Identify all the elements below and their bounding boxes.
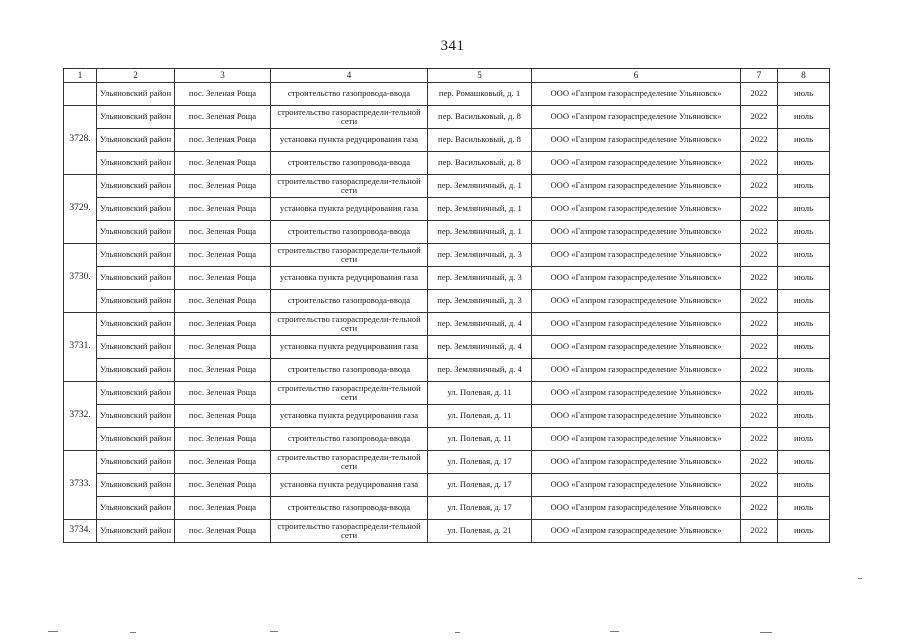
cell-month: июль xyxy=(778,83,830,106)
cell-month: июль xyxy=(778,290,830,313)
cell-organization: ООО «Газпром газораспределение Ульяновск» xyxy=(532,336,741,359)
header-row xyxy=(64,69,830,83)
cell-year: 2022 xyxy=(741,520,778,543)
cell-settlement: пос. Зеленая Роща xyxy=(175,221,271,244)
cell-settlement: пос. Зеленая Роща xyxy=(175,83,271,106)
cell-address: ул. Полевая, д. 11 xyxy=(428,382,532,405)
cell-month: июль xyxy=(778,175,830,198)
cell-district: Ульяновский район xyxy=(97,451,175,474)
column-header: 4 xyxy=(271,69,428,83)
cell-month: июль xyxy=(778,428,830,451)
cell-work: установка пункта редуцирования газа xyxy=(271,474,428,497)
cell-settlement: пос. Зеленая Роща xyxy=(175,244,271,267)
cell-month: июль xyxy=(778,198,830,221)
cell-address: пер. Земляничный, д. 4 xyxy=(428,359,532,382)
cell-district: Ульяновский район xyxy=(97,290,175,313)
cell-organization: ООО «Газпром газораспределение Ульяновск» xyxy=(532,359,741,382)
cell-year: 2022 xyxy=(741,497,778,520)
cell-month: июль xyxy=(778,106,830,129)
cell-settlement: пос. Зеленая Роща xyxy=(175,359,271,382)
cell-work: установка пункта редуцирования газа xyxy=(271,198,428,221)
cell-district: Ульяновский район xyxy=(97,497,175,520)
cell-district: Ульяновский район xyxy=(97,267,175,290)
table-row xyxy=(64,175,830,198)
cell-organization: ООО «Газпром газораспределение Ульяновск» xyxy=(532,83,741,106)
cell-item-number: 3728. xyxy=(64,106,97,175)
cell-address: пер. Земляничный, д. 4 xyxy=(428,313,532,336)
table-row xyxy=(64,83,830,106)
cell-address: пер. Земляничный, д. 3 xyxy=(428,267,532,290)
cell-district: Ульяновский район xyxy=(97,129,175,152)
cell-organization: ООО «Газпром газораспределение Ульяновск» xyxy=(532,290,741,313)
cell-month: июль xyxy=(778,221,830,244)
cell-address: пер. Ромашковый, д. 1 xyxy=(428,83,532,106)
cell-organization: ООО «Газпром газораспределение Ульяновск» xyxy=(532,152,741,175)
table-row xyxy=(64,267,830,290)
cell-district: Ульяновский район xyxy=(97,198,175,221)
cell-organization: ООО «Газпром газораспределение Ульяновск» xyxy=(532,520,741,543)
column-header: 8 xyxy=(778,69,830,83)
table-row xyxy=(64,428,830,451)
column-header: 1 xyxy=(64,69,97,83)
column-header: 5 xyxy=(428,69,532,83)
cell-settlement: пос. Зеленая Роща xyxy=(175,520,271,543)
cell-district: Ульяновский район xyxy=(97,152,175,175)
cell-work: строительство газопровода-ввода xyxy=(271,497,428,520)
cell-organization: ООО «Газпром газораспределение Ульяновск» xyxy=(532,313,741,336)
page-number: 341 xyxy=(440,38,465,54)
cell-district: Ульяновский район xyxy=(97,428,175,451)
cell-settlement: пос. Зеленая Роща xyxy=(175,474,271,497)
cell-organization: ООО «Газпром газораспределение Ульяновск» xyxy=(532,405,741,428)
cell-address: пер. Земляничный, д. 3 xyxy=(428,290,532,313)
cell-address: ул. Полевая, д. 17 xyxy=(428,474,532,497)
cell-district: Ульяновский район xyxy=(97,106,175,129)
cell-organization: ООО «Газпром газораспределение Ульяновск» xyxy=(532,267,741,290)
cell-organization: ООО «Газпром газораспределение Ульяновск» xyxy=(532,428,741,451)
cell-work: строительство газораспредели-тельной сети xyxy=(271,451,428,474)
table-row xyxy=(64,497,830,520)
cell-district: Ульяновский район xyxy=(97,83,175,106)
cell-work: строительство газораспредели-тельной сети xyxy=(271,313,428,336)
cell-district: Ульяновский район xyxy=(97,175,175,198)
table-row xyxy=(64,221,830,244)
table-row xyxy=(64,405,830,428)
table-row xyxy=(64,129,830,152)
cell-month: июль xyxy=(778,474,830,497)
cell-year: 2022 xyxy=(741,198,778,221)
cell-settlement: пос. Зеленая Роща xyxy=(175,198,271,221)
cell-work: строительство газораспредели-тельной сети xyxy=(271,106,428,129)
cell-settlement: пос. Зеленая Роща xyxy=(175,129,271,152)
table-row xyxy=(64,382,830,405)
cell-item-number: 3729. xyxy=(64,175,97,244)
cell-work: строительство газораспредели-тельной сети xyxy=(271,520,428,543)
cell-district: Ульяновский район xyxy=(97,474,175,497)
table-row xyxy=(64,451,830,474)
column-header: 2 xyxy=(97,69,175,83)
cell-month: июль xyxy=(778,267,830,290)
cell-settlement: пос. Зеленая Роща xyxy=(175,336,271,359)
cell-settlement: пос. Зеленая Роща xyxy=(175,382,271,405)
cell-address: ул. Полевая, д. 11 xyxy=(428,428,532,451)
cell-month: июль xyxy=(778,382,830,405)
table-row xyxy=(64,336,830,359)
cell-month: июль xyxy=(778,313,830,336)
cell-work: строительство газопровода-ввода xyxy=(271,359,428,382)
cell-work: строительство газопровода-ввода xyxy=(271,428,428,451)
table-row xyxy=(64,106,830,129)
scan-speck xyxy=(610,631,619,632)
cell-address: пер. Земляничный, д. 1 xyxy=(428,175,532,198)
cell-organization: ООО «Газпром газораспределение Ульяновск» xyxy=(532,382,741,405)
cell-month: июль xyxy=(778,451,830,474)
cell-address: ул. Полевая, д. 17 xyxy=(428,497,532,520)
cell-work: установка пункта редуцирования газа xyxy=(271,267,428,290)
cell-year: 2022 xyxy=(741,405,778,428)
cell-work: строительство газопровода-ввода xyxy=(271,152,428,175)
cell-work: установка пункта редуцирования газа xyxy=(271,336,428,359)
table-body xyxy=(64,69,830,543)
cell-address: пер. Васильковый, д. 8 xyxy=(428,152,532,175)
cell-district: Ульяновский район xyxy=(97,336,175,359)
cell-organization: ООО «Газпром газораспределение Ульяновск» xyxy=(532,244,741,267)
cell-year: 2022 xyxy=(741,313,778,336)
cell-work: строительство газораспредели-тельной сети xyxy=(271,175,428,198)
cell-organization: ООО «Газпром газораспределение Ульяновск» xyxy=(532,129,741,152)
cell-year: 2022 xyxy=(741,290,778,313)
cell-year: 2022 xyxy=(741,129,778,152)
scan-speck xyxy=(760,632,772,633)
cell-item-number: 3730. xyxy=(64,244,97,313)
cell-settlement: пос. Зеленая Роща xyxy=(175,290,271,313)
table-row xyxy=(64,359,830,382)
cell-year: 2022 xyxy=(741,359,778,382)
cell-month: июль xyxy=(778,129,830,152)
cell-settlement: пос. Зеленая Роща xyxy=(175,267,271,290)
cell-work: установка пункта редуцирования газа xyxy=(271,129,428,152)
table-row xyxy=(64,313,830,336)
scan-speck xyxy=(130,632,136,633)
cell-district: Ульяновский район xyxy=(97,359,175,382)
column-header: 3 xyxy=(175,69,271,83)
cell-organization: ООО «Газпром газораспределение Ульяновск» xyxy=(532,451,741,474)
cell-work: строительство газораспредели-тельной сети xyxy=(271,382,428,405)
cell-item-number xyxy=(64,83,97,106)
cell-item-number: 3731. xyxy=(64,313,97,382)
cell-month: июль xyxy=(778,405,830,428)
cell-year: 2022 xyxy=(741,474,778,497)
cell-address: пер. Земляничный, д. 1 xyxy=(428,198,532,221)
cell-year: 2022 xyxy=(741,267,778,290)
cell-work: строительство газопровода-ввода xyxy=(271,290,428,313)
table-row xyxy=(64,152,830,175)
cell-month: июль xyxy=(778,152,830,175)
cell-year: 2022 xyxy=(741,382,778,405)
cell-district: Ульяновский район xyxy=(97,382,175,405)
cell-settlement: пос. Зеленая Роща xyxy=(175,405,271,428)
cell-settlement: пос. Зеленая Роща xyxy=(175,175,271,198)
cell-organization: ООО «Газпром газораспределение Ульяновск» xyxy=(532,497,741,520)
cell-settlement: пос. Зеленая Роща xyxy=(175,428,271,451)
cell-year: 2022 xyxy=(741,175,778,198)
cell-month: июль xyxy=(778,336,830,359)
scan-speck xyxy=(270,631,278,632)
cell-address: пер. Земляничный, д. 1 xyxy=(428,221,532,244)
scan-speck xyxy=(48,631,58,632)
cell-organization: ООО «Газпром газораспределение Ульяновск» xyxy=(532,474,741,497)
cell-work: установка пункта редуцирования газа xyxy=(271,405,428,428)
cell-work: строительство газопровода-ввода xyxy=(271,83,428,106)
cell-address: пер. Земляничный, д. 3 xyxy=(428,244,532,267)
cell-year: 2022 xyxy=(741,83,778,106)
cell-month: июль xyxy=(778,497,830,520)
cell-item-number: 3732. xyxy=(64,382,97,451)
cell-district: Ульяновский район xyxy=(97,244,175,267)
cell-year: 2022 xyxy=(741,221,778,244)
cell-address: ул. Полевая, д. 17 xyxy=(428,451,532,474)
cell-organization: ООО «Газпром газораспределение Ульяновск» xyxy=(532,106,741,129)
cell-year: 2022 xyxy=(741,428,778,451)
cell-settlement: пос. Зеленая Роща xyxy=(175,106,271,129)
cell-month: июль xyxy=(778,359,830,382)
cell-month: июль xyxy=(778,244,830,267)
cell-item-number: 3734. xyxy=(64,520,97,543)
cell-settlement: пос. Зеленая Роща xyxy=(175,497,271,520)
cell-work: строительство газопровода-ввода xyxy=(271,221,428,244)
cell-address: пер. Васильковый, д. 8 xyxy=(428,129,532,152)
column-header: 6 xyxy=(532,69,741,83)
cell-district: Ульяновский район xyxy=(97,221,175,244)
cell-address: ул. Полевая, д. 21 xyxy=(428,520,532,543)
table-row xyxy=(64,244,830,267)
cell-year: 2022 xyxy=(741,106,778,129)
scan-speck xyxy=(858,578,862,579)
table-row xyxy=(64,474,830,497)
cell-settlement: пос. Зеленая Роща xyxy=(175,451,271,474)
cell-organization: ООО «Газпром газораспределение Ульяновск» xyxy=(532,221,741,244)
cell-settlement: пос. Зеленая Роща xyxy=(175,152,271,175)
cell-district: Ульяновский район xyxy=(97,313,175,336)
works-table xyxy=(63,68,830,543)
cell-organization: ООО «Газпром газораспределение Ульяновск» xyxy=(532,198,741,221)
scan-speck xyxy=(455,632,460,633)
cell-month: июль xyxy=(778,520,830,543)
cell-district: Ульяновский район xyxy=(97,520,175,543)
cell-address: пер. Земляничный, д. 4 xyxy=(428,336,532,359)
cell-address: пер. Васильковый, д. 8 xyxy=(428,106,532,129)
cell-year: 2022 xyxy=(741,336,778,359)
cell-year: 2022 xyxy=(741,244,778,267)
cell-item-number: 3733. xyxy=(64,451,97,520)
column-header: 7 xyxy=(741,69,778,83)
cell-year: 2022 xyxy=(741,451,778,474)
cell-district: Ульяновский район xyxy=(97,405,175,428)
table-row xyxy=(64,290,830,313)
cell-organization: ООО «Газпром газораспределение Ульяновск» xyxy=(532,175,741,198)
cell-address: ул. Полевая, д. 11 xyxy=(428,405,532,428)
cell-year: 2022 xyxy=(741,152,778,175)
table-row xyxy=(64,520,830,543)
cell-settlement: пос. Зеленая Роща xyxy=(175,313,271,336)
table-row xyxy=(64,198,830,221)
cell-work: строительство газораспредели-тельной сети xyxy=(271,244,428,267)
